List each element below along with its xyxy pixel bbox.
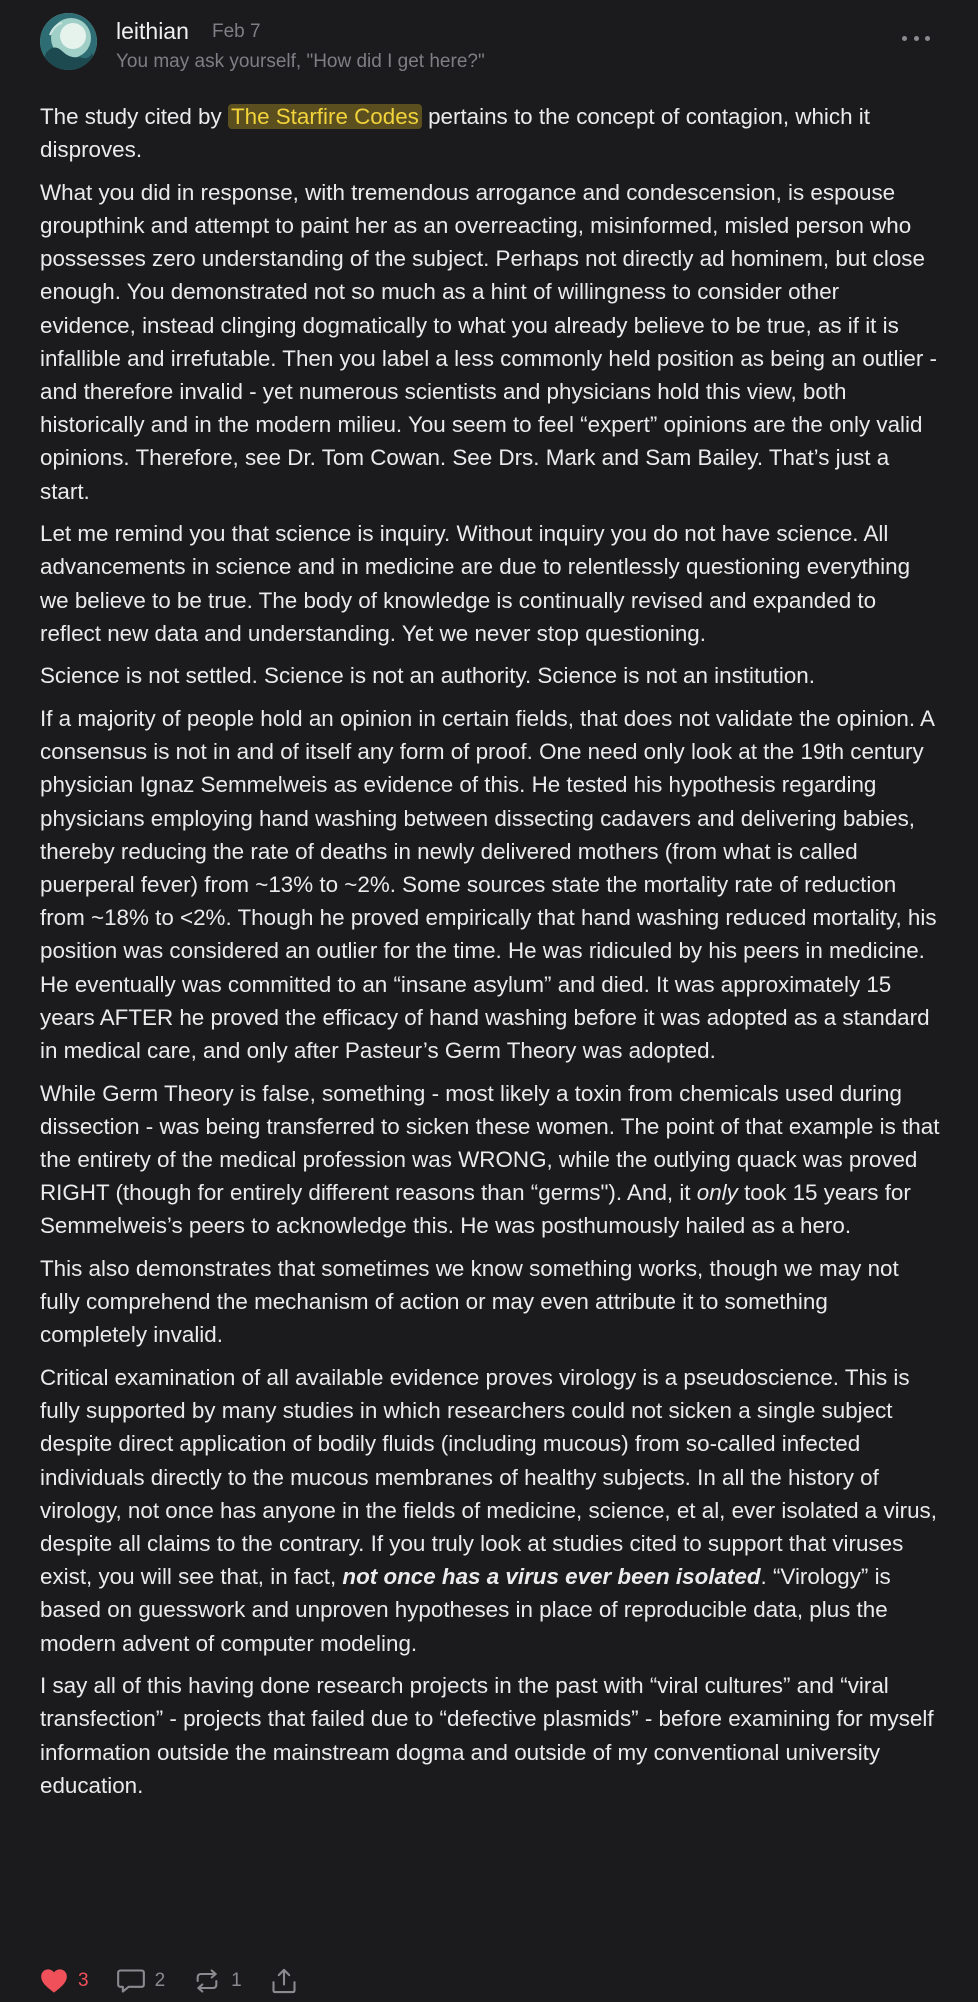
paragraph [40, 100, 940, 166]
restack-count: 1 [231, 1970, 242, 1991]
share-button[interactable] [270, 1968, 298, 1994]
comment-button[interactable] [117, 1968, 166, 1994]
emphasis-text: only [696, 1180, 738, 1206]
paragraph: What you did in response, with tremendous arrogance and condescension, is espouse groupthink and attempt to paint her as an overreacting, misinformed, misled person who possesses zero understanding of the subject. Perhaps not directly ad hominem, but close enough. You demonstrated not so much as a hint of willingness to consider other evidence, instead clinging dogmatically to what you already believe to be true, as if it is infallible and irrefutable. Then you label a less commonly held position as being an outlier - and therefore invalid - yet numerous scientists and physicians hold this view, both historically and in the modern milieu. You seem to feel “expert” opinions are the only valid opinions. Therefore, see Dr. Tom Cowan. See Drs. Mark and Sam Bailey. That’s just a start. [40, 179, 937, 504]
post-actions [40, 1966, 326, 1996]
heart-icon [40, 1968, 68, 1994]
paragraph-text: While Germ Theory is false, something - most likely a toxin from chemicals used during dissection - was being transferred to sicken these women. The point of that example is that the entirety of the medical profession was WRONG, while the outlying quack was proved RIGHT (though for entirely different reasons than “germs"). And, it [40, 1080, 940, 1206]
paragraph-text: pertains to the concept of contagion, which it disproves. [40, 104, 870, 163]
restack-button[interactable] [193, 1968, 242, 1994]
post-body [40, 100, 940, 1811]
paragraph-text: took 15 years for Semmelweis’s peers to acknowledge this. He was posthumously hailed as a hero. [40, 1180, 911, 1239]
restack-arrows-icon [193, 1968, 221, 1994]
post-subtitle: You may ask yourself, "How did I get here?" [116, 51, 485, 72]
like-count: 3 [78, 1970, 89, 1991]
bold-italic-text: not once has a virus ever been isolated [342, 1564, 761, 1590]
more-dots-icon [902, 36, 907, 41]
paragraph-text: The study cited by [40, 104, 228, 129]
comment-bubble-icon [117, 1968, 145, 1994]
post-date[interactable]: Feb 7 [212, 21, 261, 42]
paragraph-text: Critical examination of all available evidence proves virology is a pseudoscience. This is fully supported by many studies in which researchers could not sicken a single subject despite direct application of bodily fluids (including mucous) from so-called infected individuals directly to the mucous membranes of healthy subjects. In all the history of virology, not once has anyone in the fields of medicine, science, et al, ever isolated a virus, despite all claims to the contrary. If you truly look at studies cited to support that viruses exist, you will see that, in fact, [40, 1365, 937, 1590]
avatar[interactable] [40, 13, 97, 70]
post-header [40, 13, 938, 75]
like-button[interactable] [40, 1968, 89, 1994]
more-dots-icon [925, 36, 930, 41]
author-name[interactable]: leithian [116, 18, 189, 44]
paragraph [40, 1361, 940, 1660]
share-icon [270, 1968, 298, 1994]
mention-link[interactable]: The Starfire Codes [228, 104, 422, 129]
more-options-button[interactable] [902, 31, 930, 45]
paragraph-text: . “Virology” is based on guesswork and unproven hypotheses in place of reproducible data, plus the modern advent of computer modeling. [40, 1564, 891, 1656]
paragraph: This also demonstrates that sometimes we know something works, though we may not fully comprehend the mechanism of action or may even attribute it to something completely invalid. [40, 1256, 899, 1348]
paragraph: If a majority of people hold an opinion in certain fields, that does not validate the opinion. A consensus is not in and of itself any form of proof. One need only look at the 19th century physician Ignaz Semmelweis as evidence of this. He tested his hypothesis regarding physicians employing hand washing between dissecting cadavers and delivering babies, thereby reducing the rate of deaths in newly delivered mothers (from what is called puerperal fever) from ~13% to ~2%. Some sources state the mortality rate of reduction from ~18% to <2%. Though he proved empirically that hand washing reduced mortality, his position was considered an outlier for the time. He was ridiculed by his peers in medicine. He eventually was committed to an “insane asylum” and died. It was approximately 15 years AFTER he proved the efficacy of hand washing before it was adopted as a standard in medical care, and only after Pasteur’s Germ Theory was adopted. [40, 706, 937, 1064]
more-dots-icon [914, 36, 919, 41]
paragraph: Science is not settled. Science is not an authority. Science is not an institution. [40, 663, 815, 689]
paragraph: Let me remind you that science is inquiry. Without inquiry you do not have science. All advancements in science and in medicine are due to relentlessly questioning everything we believe to be true. The body of knowledge is continually revised and expanded to reflect new data and understanding. Yet we never stop questioning. [40, 521, 911, 646]
paragraph: I say all of this having done research projects in the past with “viral cultures” and “viral transfection” - projects that failed due to “defective plasmids” - before examining for myself information outside the mainstream dogma and outside of my conventional university education. [40, 1673, 934, 1798]
paragraph [40, 1077, 940, 1243]
comment-count: 2 [154, 1970, 166, 1991]
